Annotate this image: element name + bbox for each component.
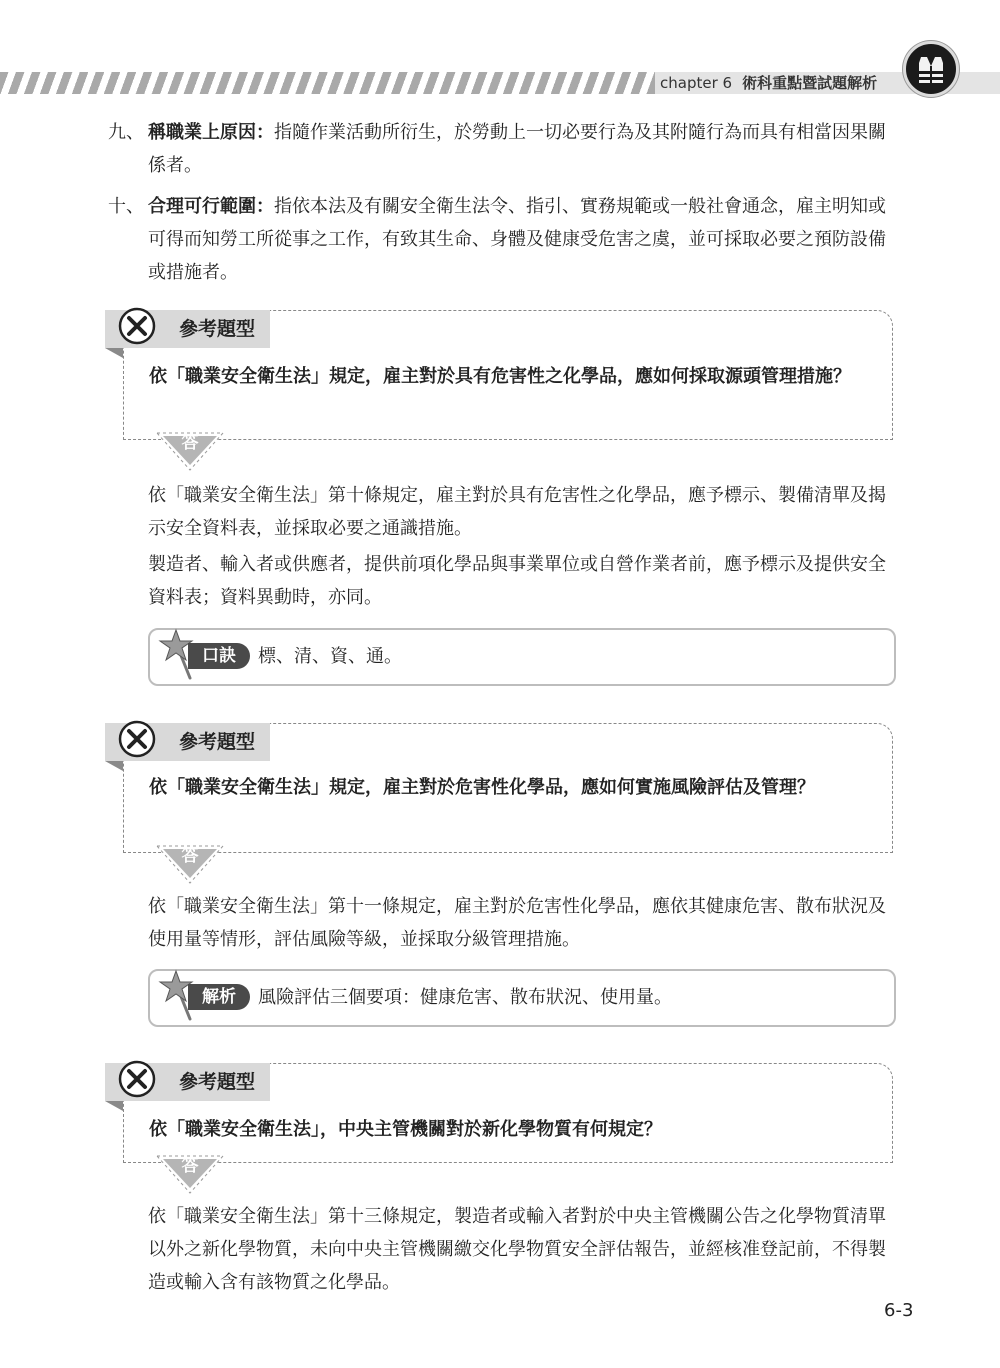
question-text: 依「職業安全衛生法」規定，雇主對於危害性化學品，應如何實施風險評估及管理？ — [149, 777, 815, 798]
question-text: 依「職業安全衛生法」規定，雇主對於具有危害性之化學品，應如何採取源頭管理措施？ — [149, 366, 851, 387]
analysis-text: 風險評估三個要項：健康危害、散布狀況、使用量。 — [258, 987, 672, 1008]
definition-term: 稱職業上原因： — [148, 122, 274, 143]
question-box — [123, 310, 893, 453]
mnemonic-box — [148, 628, 896, 686]
mnemonic-text: 標、清、資、通。 — [258, 646, 402, 667]
answer-marker — [151, 1155, 229, 1195]
definition-item — [108, 190, 898, 289]
chapter-label: chapter 6 — [660, 74, 733, 92]
tools-icon — [117, 306, 157, 346]
definition-text: 指隨作業活動所衍生，於勞動上一切必要行為及其附隨行為而具有相當因果關係者。 — [148, 122, 886, 176]
answer-paragraph: 製造者、輸入者或供應者，提供前項化學品與事業單位或自營作業者前，應予標示及提供安全資料表；資料異動時，亦同。 — [148, 554, 886, 608]
analysis-box — [148, 969, 896, 1027]
definition-item — [108, 116, 898, 182]
question-box — [123, 1063, 893, 1176]
answer-paragraph: 依「職業安全衛生法」第十一條規定，雇主對於危害性化學品，應依其健康危害、散布狀況及使用量等情形，評估風險等級，並採取分級管理措施。 — [148, 896, 886, 950]
tools-icon — [117, 719, 157, 759]
safety-vest-icon — [903, 41, 959, 97]
mnemonic-badge: 口訣 — [188, 643, 250, 669]
answer-paragraph: 依「職業安全衛生法」第十三條規定，製造者或輸入者對於中央主管機關公告之化學物質清單以外之新化學物質，未向中央主管機關繳交化學物質安全評估報告，並經核准登記前，不得製造或輸入含有該物質之化學品。 — [148, 1206, 886, 1293]
analysis-badge: 解析 — [188, 984, 250, 1010]
definition-number: 十、 — [108, 196, 144, 217]
question-tab-fold — [105, 1101, 123, 1111]
question-tab-label: 參考題型 — [179, 1071, 256, 1093]
chapter-title: 術科重點暨試題解析 — [742, 74, 878, 92]
answer-label: 答 — [181, 1156, 199, 1176]
running-header — [660, 72, 877, 94]
question-tab-label: 參考題型 — [179, 731, 256, 753]
question-tab-fold — [105, 761, 123, 771]
answer-label: 答 — [181, 846, 199, 866]
question-text: 依「職業安全衛生法」，中央主管機關對於新化學物質有何規定？ — [149, 1119, 662, 1140]
answer-paragraph: 依「職業安全衛生法」第十條規定，雇主對於具有危害性之化學品，應予標示、製備清單及揭示安全資料表，並採取必要之通識措施。 — [148, 485, 886, 539]
question-box — [123, 723, 893, 866]
answer-marker — [151, 845, 229, 885]
header-stripe — [0, 72, 655, 94]
answer-marker — [151, 432, 229, 472]
answer-label: 答 — [181, 433, 199, 453]
definition-text: 指依本法及有關安全衛生法令、指引、實務規範或一般社會通念，雇主明知或可得而知勞工所從事之工作，有致其生命、身體及健康受危害之虞，並可採取必要之預防設備或措施者。 — [148, 196, 886, 283]
definition-term: 合理可行範圍： — [148, 196, 274, 217]
question-tab-label: 參考題型 — [179, 318, 256, 340]
definition-number: 九、 — [108, 122, 144, 143]
question-tab-fold — [105, 348, 123, 358]
page-number: 6-3 — [884, 1300, 914, 1321]
tools-icon — [117, 1059, 157, 1099]
